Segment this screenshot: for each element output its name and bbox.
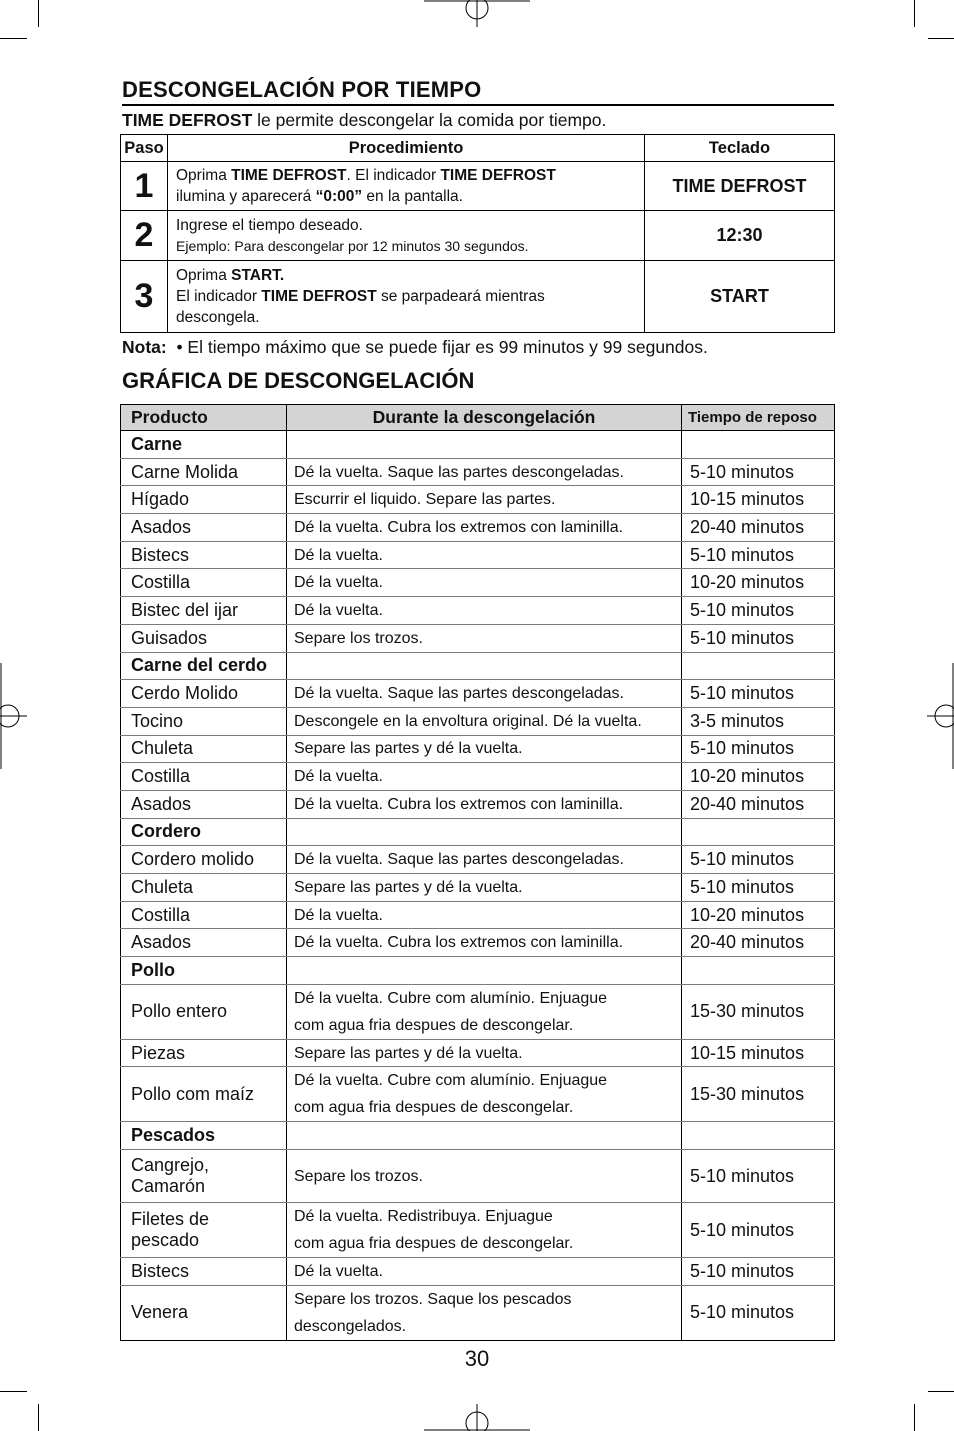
product-cell: Tocino: [121, 707, 287, 735]
text-run: Oprima: [176, 167, 232, 184]
defrost-instruction-cell: Separe los trozos. Saque los pescados descongelados.: [287, 1285, 682, 1340]
defrost-instruction-cell: Dé la vuelta.: [287, 569, 682, 597]
standing-time-cell: 5-10 minutos: [682, 541, 835, 569]
steps-body: [121, 162, 835, 333]
product-cell: Cerdo Molido: [121, 680, 287, 708]
product-row: [121, 707, 835, 735]
step-key: START: [645, 261, 835, 333]
registration-mark-right: [927, 663, 954, 769]
intro-bold: TIME DEFROST: [122, 110, 253, 130]
product-row: [121, 763, 835, 791]
defrost-instruction-cell: Dé la vuelta.: [287, 763, 682, 791]
product-row: [121, 597, 835, 625]
defrost-instruction-cell: Separe las partes y dé la vuelta.: [287, 874, 682, 902]
standing-time-cell: 5-10 minutos: [682, 624, 835, 652]
defrost-instruction-cell: Dé la vuelta.: [287, 597, 682, 625]
standing-time-cell: 5-10 minutos: [682, 874, 835, 902]
defrost-chart-table: [120, 404, 835, 1341]
intro-text: [122, 108, 606, 132]
product-cell: Pescados: [121, 1122, 287, 1150]
note: [122, 335, 708, 359]
product-cell: Cordero molido: [121, 846, 287, 874]
crop-mark-bottom-left-v: [38, 1404, 39, 1431]
standing-time-cell: 5-10 minutos: [682, 1203, 835, 1258]
defrost-instruction-cell: [287, 957, 682, 985]
standing-time-cell: 20-40 minutos: [682, 929, 835, 957]
product-row: [121, 458, 835, 486]
header-durante: Durante la descongelación: [287, 405, 682, 431]
text-run: . El indicador: [346, 167, 441, 184]
product-cell: Asados: [121, 790, 287, 818]
product-cell: Venera: [121, 1285, 287, 1340]
crop-mark-top-left-v: [38, 0, 39, 27]
standing-time-cell: 5-10 minutos: [682, 597, 835, 625]
category-row: [121, 431, 835, 459]
step-key: 12:30: [645, 211, 835, 261]
defrost-instruction-cell: Dé la vuelta. Cubra los extremos con laminilla.: [287, 929, 682, 957]
standing-time-cell: 10-20 minutos: [682, 901, 835, 929]
product-cell: Costilla: [121, 763, 287, 791]
step-row: [121, 162, 835, 211]
text-run: El indicador: [176, 288, 262, 305]
defrost-instruction-cell: Dé la vuelta. Cubra los extremos con laminilla.: [287, 790, 682, 818]
product-row: [121, 486, 835, 514]
product-row: [121, 569, 835, 597]
defrost-instruction-cell: [287, 818, 682, 846]
steps-header-row: [121, 135, 835, 162]
standing-time-cell: 15-30 minutos: [682, 984, 835, 1039]
product-cell: Piezas: [121, 1039, 287, 1067]
product-row: [121, 929, 835, 957]
product-row: [121, 624, 835, 652]
step-row: [121, 261, 835, 333]
standing-time-cell: 10-15 minutos: [682, 486, 835, 514]
product-cell: Cordero: [121, 818, 287, 846]
product-row: [121, 874, 835, 902]
text-run: en la pantalla.: [362, 188, 463, 205]
product-cell: Costilla: [121, 569, 287, 597]
category-row: [121, 652, 835, 680]
standing-time-cell: 20-40 minutos: [682, 790, 835, 818]
intro-rest: le permite descongelar la comida por tiempo.: [252, 110, 607, 130]
defrost-instruction-cell: Dé la vuelta. Cubra los extremos con laminilla.: [287, 514, 682, 542]
procedure-line: [176, 265, 636, 286]
defrost-instruction-cell: [287, 1122, 682, 1150]
defrost-instruction-cell: Dé la vuelta. Redistribuya. Enjuague com agua fria despues de descongelar.: [287, 1203, 682, 1258]
standing-time-cell: [682, 431, 835, 459]
product-row: [121, 735, 835, 763]
registration-mark-left: [0, 663, 27, 769]
crop-mark-bottom-right-h: [928, 1391, 954, 1392]
standing-time-cell: 15-30 minutos: [682, 1067, 835, 1122]
procedure-line: [176, 186, 636, 207]
defrost-instruction-cell: Dé la vuelta. Saque las partes descongeladas.: [287, 846, 682, 874]
registration-mark-top: [424, 0, 530, 27]
product-cell: Pollo com maíz: [121, 1067, 287, 1122]
defrost-instruction-cell: Descongele en la envoltura original. Dé la vuelta.: [287, 707, 682, 735]
product-row: [121, 541, 835, 569]
text-run: Ingrese el tiempo deseado.: [176, 216, 363, 234]
standing-time-cell: 5-10 minutos: [682, 1258, 835, 1286]
product-cell: Bistecs: [121, 1258, 287, 1286]
steps-table: [120, 134, 835, 333]
text-run: ilumina y aparecerá: [176, 188, 316, 205]
standing-time-cell: 10-20 minutos: [682, 569, 835, 597]
product-cell: Cangrejo, Camarón: [121, 1150, 287, 1203]
defrost-instruction-cell: [287, 652, 682, 680]
header-paso: Paso: [121, 135, 168, 162]
step-number: 2: [121, 211, 168, 261]
product-row: [121, 790, 835, 818]
standing-time-cell: [682, 957, 835, 985]
defrost-instruction-cell: Dé la vuelta.: [287, 541, 682, 569]
product-cell: Filetes de pescado: [121, 1203, 287, 1258]
defrost-instruction-cell: Separe las partes y dé la vuelta.: [287, 735, 682, 763]
product-cell: Asados: [121, 929, 287, 957]
defrost-instruction-cell: Separe las partes y dé la vuelta.: [287, 1039, 682, 1067]
product-row: [121, 1067, 835, 1122]
product-row: [121, 1150, 835, 1203]
product-cell: Chuleta: [121, 874, 287, 902]
bold-run: TIME DEFROST: [231, 167, 347, 184]
standing-time-cell: 5-10 minutos: [682, 1150, 835, 1203]
bold-run: START.: [231, 267, 285, 284]
standing-time-cell: [682, 652, 835, 680]
chart-title: GRÁFICA DE DESCONGELACIÓN: [122, 368, 475, 393]
step-row: [121, 211, 835, 261]
standing-time-cell: 10-20 minutos: [682, 763, 835, 791]
header-reposo: Tiempo de reposo: [682, 405, 835, 431]
chart-header-row: [121, 405, 835, 431]
product-cell: Pollo entero: [121, 984, 287, 1039]
product-row: [121, 1203, 835, 1258]
product-row: [121, 1039, 835, 1067]
registration-mark-bottom: [424, 1404, 530, 1431]
crop-mark-top-right-v: [914, 0, 915, 27]
procedure-line: descongela.: [176, 309, 260, 326]
defrost-instruction-cell: Separe los trozos.: [287, 624, 682, 652]
product-row: [121, 1258, 835, 1286]
product-cell: Guisados: [121, 624, 287, 652]
bold-run: TIME DEFROST: [440, 167, 556, 184]
defrost-instruction-cell: Dé la vuelta.: [287, 901, 682, 929]
standing-time-cell: 3-5 minutos: [682, 707, 835, 735]
standing-time-cell: 5-10 minutos: [682, 1285, 835, 1340]
defrost-instruction-cell: Dé la vuelta. Cubre com alumínio. Enjuague com agua fria despues de descongelar.: [287, 984, 682, 1039]
header-procedimiento: Procedimiento: [168, 135, 645, 162]
standing-time-cell: 5-10 minutos: [682, 458, 835, 486]
defrost-instruction-cell: Dé la vuelta. Cubre com alumínio. Enjuague com agua fria despues de descongelar.: [287, 1067, 682, 1122]
section-title: DESCONGELACIÓN POR TIEMPO: [122, 76, 834, 106]
product-cell: Carne Molida: [121, 458, 287, 486]
procedure-line: [176, 165, 636, 186]
product-row: [121, 514, 835, 542]
crop-mark-bottom-right-v: [914, 1404, 915, 1431]
product-row: [121, 984, 835, 1039]
standing-time-cell: 5-10 minutos: [682, 680, 835, 708]
product-row: [121, 846, 835, 874]
product-cell: Chuleta: [121, 735, 287, 763]
standing-time-cell: [682, 1122, 835, 1150]
header-producto: Producto: [121, 405, 287, 431]
product-cell: Costilla: [121, 901, 287, 929]
bold-run: “0:00”: [315, 188, 363, 205]
note-text: • El tiempo máximo que se puede fijar es 99 minutos y 99 segundos.: [166, 337, 708, 357]
step-number: 3: [121, 261, 168, 333]
category-row: [121, 957, 835, 985]
text-run: Oprima: [176, 267, 232, 284]
standing-time-cell: 20-40 minutos: [682, 514, 835, 542]
defrost-instruction-cell: [287, 431, 682, 459]
chart-body: [121, 431, 835, 1341]
product-cell: Bistecs: [121, 541, 287, 569]
standing-time-cell: [682, 818, 835, 846]
product-cell: Bistec del ijar: [121, 597, 287, 625]
step-procedure: [168, 211, 645, 261]
product-cell: Pollo: [121, 957, 287, 985]
bold-run: TIME DEFROST: [261, 288, 377, 305]
page-number: 30: [464, 1346, 490, 1371]
step-key: TIME DEFROST: [645, 162, 835, 211]
step-procedure: [168, 261, 645, 333]
product-row: [121, 1285, 835, 1340]
text-run: se parpadeará mientras: [376, 288, 545, 305]
category-row: [121, 1122, 835, 1150]
standing-time-cell: 10-15 minutos: [682, 1039, 835, 1067]
defrost-instruction-cell: Dé la vuelta.: [287, 1258, 682, 1286]
header-teclado: Teclado: [645, 135, 835, 162]
step-procedure: [168, 162, 645, 211]
product-row: [121, 901, 835, 929]
defrost-instruction-cell: Escurrir el liquido. Separe las partes.: [287, 486, 682, 514]
step-number: 1: [121, 162, 168, 211]
crop-mark-top-left-h: [0, 38, 27, 39]
procedure-line: [176, 286, 636, 307]
defrost-instruction-cell: Dé la vuelta. Saque las partes descongeladas.: [287, 680, 682, 708]
procedure-example: Ejemplo: Para descongelar por 12 minutos 30 segundos.: [176, 237, 529, 254]
procedure-line: [176, 215, 636, 236]
defrost-instruction-cell: Separe los trozos.: [287, 1150, 682, 1203]
product-cell: Carne del cerdo: [121, 652, 287, 680]
crop-mark-top-right-h: [928, 38, 954, 39]
crop-mark-bottom-left-h: [0, 1391, 27, 1392]
standing-time-cell: 5-10 minutos: [682, 846, 835, 874]
defrost-instruction-cell: Dé la vuelta. Saque las partes descongeladas.: [287, 458, 682, 486]
category-row: [121, 818, 835, 846]
product-row: [121, 680, 835, 708]
product-cell: Carne: [121, 431, 287, 459]
standing-time-cell: 5-10 minutos: [682, 735, 835, 763]
product-cell: Hígado: [121, 486, 287, 514]
note-label: Nota:: [122, 337, 167, 357]
product-cell: Asados: [121, 514, 287, 542]
